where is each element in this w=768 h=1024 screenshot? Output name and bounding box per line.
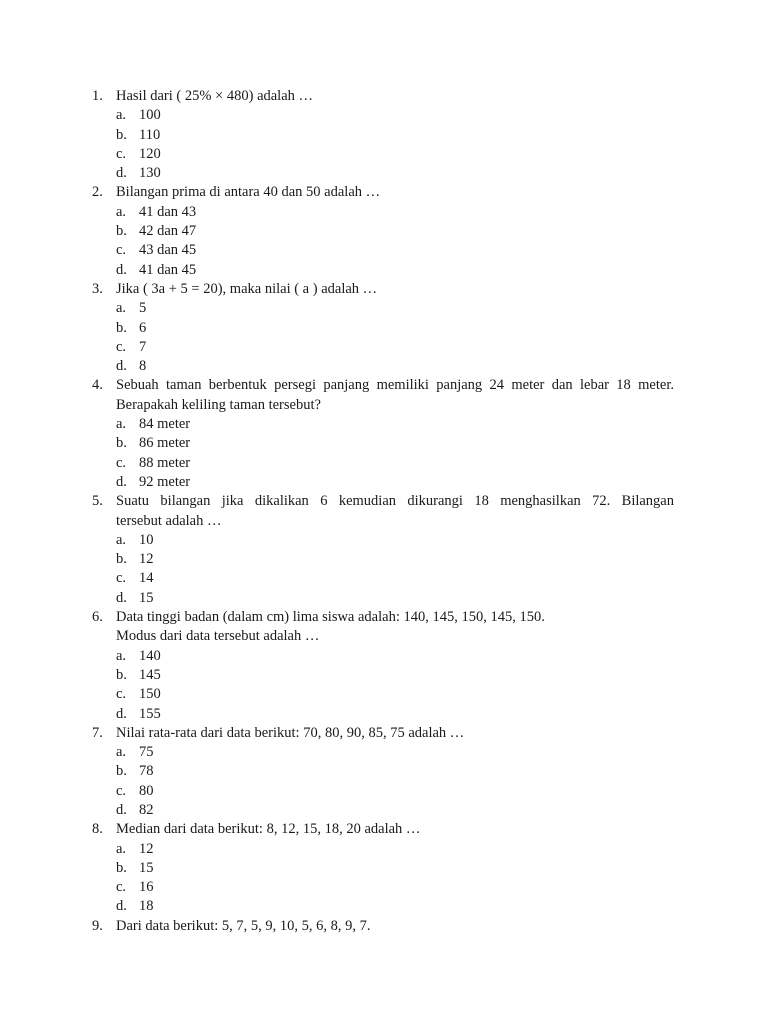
option-letter: a. bbox=[116, 203, 127, 220]
question-3 bbox=[0, 280, 768, 376]
option-text: 88 meter bbox=[139, 454, 191, 471]
question-text: Jika ( 3a + 5 = 20), maka nilai ( a ) adalah … bbox=[116, 280, 378, 297]
option-letter: c. bbox=[116, 338, 127, 355]
option-b bbox=[0, 222, 768, 241]
question-text: Hasil dari ( 25% × 480) adalah … bbox=[116, 88, 314, 104]
option-letter: b. bbox=[116, 763, 127, 780]
question-stem bbox=[0, 608, 768, 647]
option-letter: a. bbox=[116, 107, 127, 124]
option-letter: d. bbox=[116, 589, 127, 606]
option-letter: d. bbox=[116, 165, 127, 182]
option-d bbox=[0, 473, 768, 492]
option-letter: c. bbox=[116, 570, 127, 587]
question-stem bbox=[0, 724, 768, 743]
question-text: Data tinggi badan (dalam cm) lima siswa adalah: 140, 145, 150, 145, 150. bbox=[116, 609, 545, 626]
option-text: 6 bbox=[139, 319, 147, 336]
question-text: Dari data berikut: 5, 7, 5, 9, 10, 5, 6, 8, 9, 7. bbox=[116, 917, 371, 934]
option-b bbox=[0, 666, 768, 685]
option-letter: b. bbox=[116, 666, 127, 683]
option-letter: c. bbox=[116, 686, 127, 703]
question-text: Suatu bilangan jika dikalikan 6 kemudian dikurangi 18 menghasilkan 72. Bilangan bbox=[116, 493, 674, 510]
option-letter: d. bbox=[116, 473, 127, 490]
question-number: 8. bbox=[92, 821, 103, 838]
option-d bbox=[0, 261, 768, 280]
question-number: 3. bbox=[92, 280, 103, 297]
question-7 bbox=[0, 724, 768, 820]
option-text: 150 bbox=[139, 686, 161, 703]
question-5 bbox=[0, 492, 768, 608]
option-letter: d. bbox=[116, 801, 127, 818]
option-letter: a. bbox=[116, 647, 127, 664]
option-text: 18 bbox=[139, 898, 154, 915]
option-a bbox=[0, 743, 768, 762]
option-a bbox=[0, 299, 768, 318]
option-text: 42 dan 47 bbox=[139, 223, 197, 240]
option-letter: d. bbox=[116, 358, 127, 375]
question-number: 4. bbox=[92, 377, 103, 394]
option-letter: b. bbox=[116, 319, 127, 336]
option-text: 10 bbox=[139, 531, 154, 548]
option-letter: a. bbox=[116, 840, 127, 857]
option-c bbox=[0, 878, 768, 897]
option-b bbox=[0, 434, 768, 453]
option-c bbox=[0, 685, 768, 704]
question-text: Berapakah keliling taman tersebut? bbox=[116, 396, 321, 413]
option-letter: b. bbox=[116, 126, 127, 143]
option-text: 110 bbox=[139, 126, 161, 143]
option-c bbox=[0, 454, 768, 473]
option-text: 16 bbox=[139, 879, 154, 896]
question-text: Nilai rata-rata dari data berikut: 70, 80, 90, 85, 75 adalah … bbox=[116, 724, 465, 741]
option-text: 130 bbox=[139, 165, 161, 182]
option-text: 12 bbox=[139, 551, 154, 568]
option-text: 145 bbox=[139, 666, 161, 683]
question-8 bbox=[0, 820, 768, 916]
option-text: 41 dan 45 bbox=[139, 261, 197, 278]
option-text: 82 bbox=[139, 801, 154, 818]
option-letter: c. bbox=[116, 879, 127, 896]
option-letter: b. bbox=[116, 435, 127, 452]
question-stem bbox=[0, 280, 768, 299]
option-text: 100 bbox=[139, 107, 161, 124]
option-d bbox=[0, 589, 768, 608]
question-stem bbox=[0, 183, 768, 202]
option-c bbox=[0, 782, 768, 801]
option-b bbox=[0, 126, 768, 145]
option-c bbox=[0, 569, 768, 588]
option-c bbox=[0, 145, 768, 164]
option-letter: d. bbox=[116, 705, 127, 722]
option-text: 86 meter bbox=[139, 435, 191, 452]
option-letter: a. bbox=[116, 416, 127, 433]
option-b bbox=[0, 859, 768, 878]
option-b bbox=[0, 762, 768, 781]
option-letter: c. bbox=[116, 454, 127, 471]
option-d bbox=[0, 705, 768, 724]
option-c bbox=[0, 241, 768, 260]
question-number: 9. bbox=[92, 917, 103, 934]
option-text: 80 bbox=[139, 782, 154, 799]
question-4 bbox=[0, 376, 768, 492]
option-c bbox=[0, 338, 768, 357]
option-a bbox=[0, 840, 768, 859]
question-stem bbox=[0, 820, 768, 839]
option-text: 41 dan 43 bbox=[139, 203, 197, 220]
option-text: 12 bbox=[139, 840, 154, 857]
question-number: 2. bbox=[92, 184, 103, 201]
option-text: 43 dan 45 bbox=[139, 242, 197, 259]
question-6 bbox=[0, 608, 768, 724]
question-list bbox=[0, 87, 768, 936]
question-text: Bilangan prima di antara 40 dan 50 adalah … bbox=[116, 184, 381, 201]
question-stem bbox=[0, 87, 768, 106]
option-letter: a. bbox=[116, 300, 127, 317]
option-d bbox=[0, 801, 768, 820]
option-b bbox=[0, 319, 768, 338]
option-d bbox=[0, 357, 768, 376]
option-letter: d. bbox=[116, 898, 127, 915]
option-text: 155 bbox=[139, 705, 161, 722]
option-text: 14 bbox=[139, 570, 154, 587]
option-a bbox=[0, 203, 768, 222]
option-letter: c. bbox=[116, 782, 127, 799]
option-text: 15 bbox=[139, 589, 154, 606]
option-letter: b. bbox=[116, 551, 127, 568]
option-letter: b. bbox=[116, 859, 127, 876]
question-number: 6. bbox=[92, 609, 103, 626]
option-text: 5 bbox=[139, 300, 147, 317]
option-d bbox=[0, 164, 768, 183]
question-9 bbox=[0, 917, 768, 936]
question-1 bbox=[0, 87, 768, 183]
question-number: 5. bbox=[92, 493, 103, 510]
option-letter: c. bbox=[116, 145, 127, 162]
option-text: 92 meter bbox=[139, 473, 191, 490]
option-text: 78 bbox=[139, 763, 154, 780]
question-number: 7. bbox=[92, 724, 103, 741]
option-a bbox=[0, 647, 768, 666]
option-text: 15 bbox=[139, 859, 154, 876]
question-text: Median dari data berikut: 8, 12, 15, 18, 20 adalah … bbox=[116, 821, 421, 838]
option-letter: b. bbox=[116, 223, 127, 240]
question-stem bbox=[0, 492, 768, 531]
question-text: Sebuah taman berbentuk persegi panjang memiliki panjang 24 meter dan lebar 18 meter. bbox=[116, 377, 674, 394]
option-b bbox=[0, 550, 768, 569]
option-letter: c. bbox=[116, 242, 127, 259]
option-letter: a. bbox=[116, 744, 127, 761]
option-text: 84 meter bbox=[139, 416, 191, 433]
option-a bbox=[0, 531, 768, 550]
question-number: 1. bbox=[92, 88, 103, 104]
question-text: tersebut adalah … bbox=[116, 512, 222, 529]
option-letter: a. bbox=[116, 531, 127, 548]
option-d bbox=[0, 897, 768, 916]
option-text: 75 bbox=[139, 744, 154, 761]
question-stem bbox=[0, 917, 768, 936]
option-letter: d. bbox=[116, 261, 127, 278]
option-text: 8 bbox=[139, 358, 147, 375]
option-text: 120 bbox=[139, 145, 161, 162]
option-text: 7 bbox=[139, 338, 147, 355]
question-text: Modus dari data tersebut adalah … bbox=[116, 628, 320, 645]
option-a bbox=[0, 415, 768, 434]
option-text: 140 bbox=[139, 647, 161, 664]
question-stem bbox=[0, 376, 768, 415]
question-2 bbox=[0, 183, 768, 279]
option-a bbox=[0, 106, 768, 125]
